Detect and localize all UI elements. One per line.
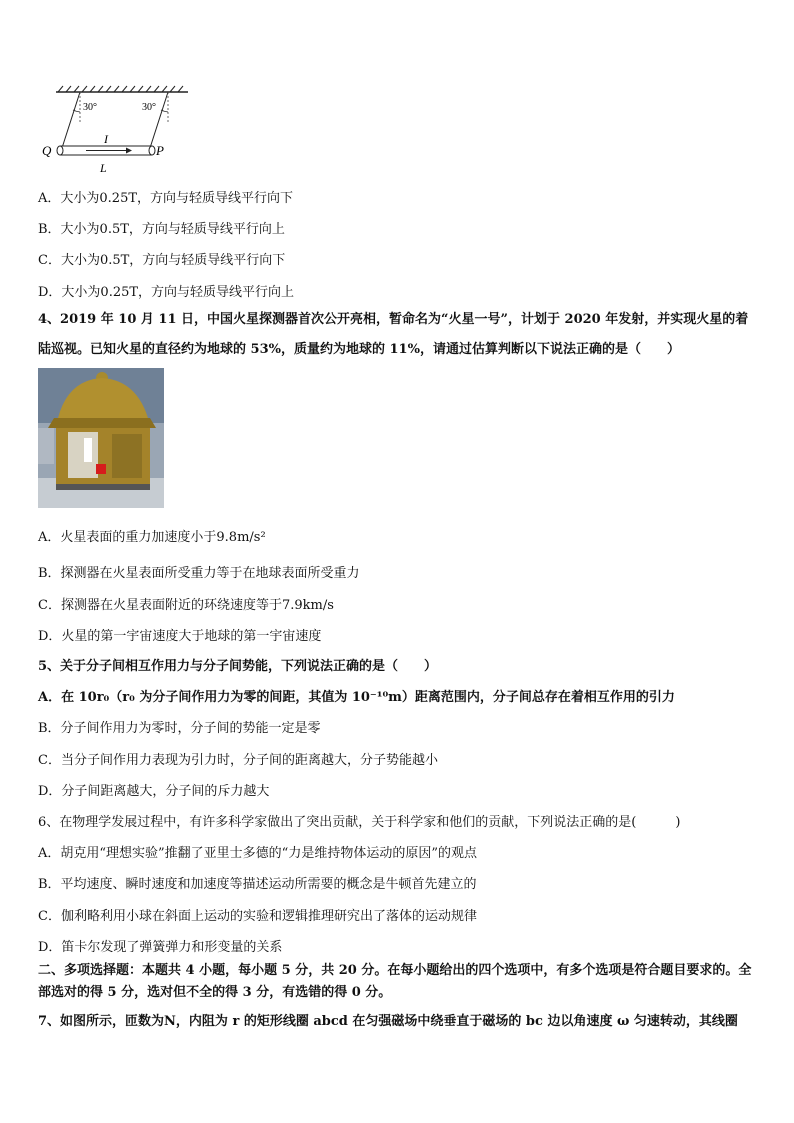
q6-option-c: C．伽利略利用小球在斜面上运动的实验和逻辑推理研究出了落体的运动规律	[38, 909, 477, 924]
q4-option-a: A．火星表面的重力加速度小于9.8m/s²	[38, 530, 266, 545]
q5-option-c: C．当分子间作用力表现为引力时，分子间的距离越大，分子势能越小	[38, 753, 438, 768]
q6-option-b: B．平均速度、瞬时速度和加速度等描述运动所需要的概念是牛顿首先建立的	[38, 877, 477, 892]
current-rod-figure	[38, 80, 198, 180]
q4-option-d: D．火星的第一宇宙速度大于地球的第一宇宙速度	[38, 629, 322, 644]
angle-right-label: 30°	[142, 102, 156, 113]
q5-option-a: A．在 10r₀（r₀ 为分子间作用力为零的间距，其值为 10⁻¹⁰m）距离范围内，分子间总存在着相互作用的引力	[38, 690, 675, 705]
end-right-label: P	[156, 143, 164, 158]
left-wire	[62, 92, 80, 148]
q6-option-d: D．笛卡尔发现了弹簧弹力和形变量的关系	[38, 940, 283, 955]
q5-option-b: B．分子间作用力为零时，分子间的势能一定是零	[38, 721, 321, 736]
q6-stem: 6、在物理学发展过程中，有许多科学家做出了突出贡献，关于科学家和他们的贡献，下列说法正确的是( )	[38, 815, 681, 830]
q7-stem: 7、如图所示，匝数为N，内阻为 r 的矩形线圈 abcd 在匀强磁场中绕垂直于磁场的 bc 边以角速度 ω 匀速转动，其线圈	[38, 1014, 738, 1029]
end-left-label: Q	[42, 143, 52, 158]
ceiling	[56, 86, 188, 92]
q3-option-c: C．大小为0.5T，方向与轻质导线平行向下	[38, 253, 286, 268]
right-wire	[150, 92, 168, 148]
q5-stem: 5、关于分子间相互作用力与分子间势能，下列说法正确的是（ ）	[38, 659, 438, 674]
angle-left-label: 30°	[83, 102, 97, 113]
section-2-heading: 二、多项选择题：本题共 4 小题，每小题 5 分，共 20 分。在每小题给出的四个选项中，有多个选项是符合题目要求的。全部选对的得 5 分，选对但不全的得 3 分，有选错的得 0 分。	[38, 963, 752, 1000]
q3-option-a: A．大小为0.25T，方向与轻质导线平行向下	[38, 191, 294, 206]
rod-end-left	[57, 146, 63, 155]
q4-stem: 4、2019 年 10 月 11 日，中国火星探测器首次公开亮相，暂命名为“火星一号”，计划于 2020 年发射，并实现火星的着陆巡视。已知火星的直径约为地球的 53%，质量约为地球的 11%，请通过估算判断以下说法正确的是（ ）	[38, 312, 749, 357]
q3-option-b: B．大小为0.5T，方向与轻质导线平行向上	[38, 222, 285, 237]
q6-option-a: A．胡克用“理想实验”推翻了亚里士多德的“力是维持物体运动的原因”的观点	[38, 846, 477, 861]
q4-option-b: B．探测器在火星表面所受重力等于在地球表面所受重力	[38, 566, 360, 581]
mars-probe-photo	[38, 368, 164, 508]
current-label: I	[104, 132, 108, 146]
length-label: L	[100, 161, 107, 175]
q5-option-d: D．分子间距离越大，分子间的斥力越大	[38, 784, 270, 799]
q3-option-d: D．大小为0.25T，方向与轻质导线平行向上	[38, 285, 295, 300]
rod-end-right	[149, 146, 155, 155]
q4-option-c: C．探测器在火星表面附近的环绕速度等于7.9km/s	[38, 598, 334, 613]
